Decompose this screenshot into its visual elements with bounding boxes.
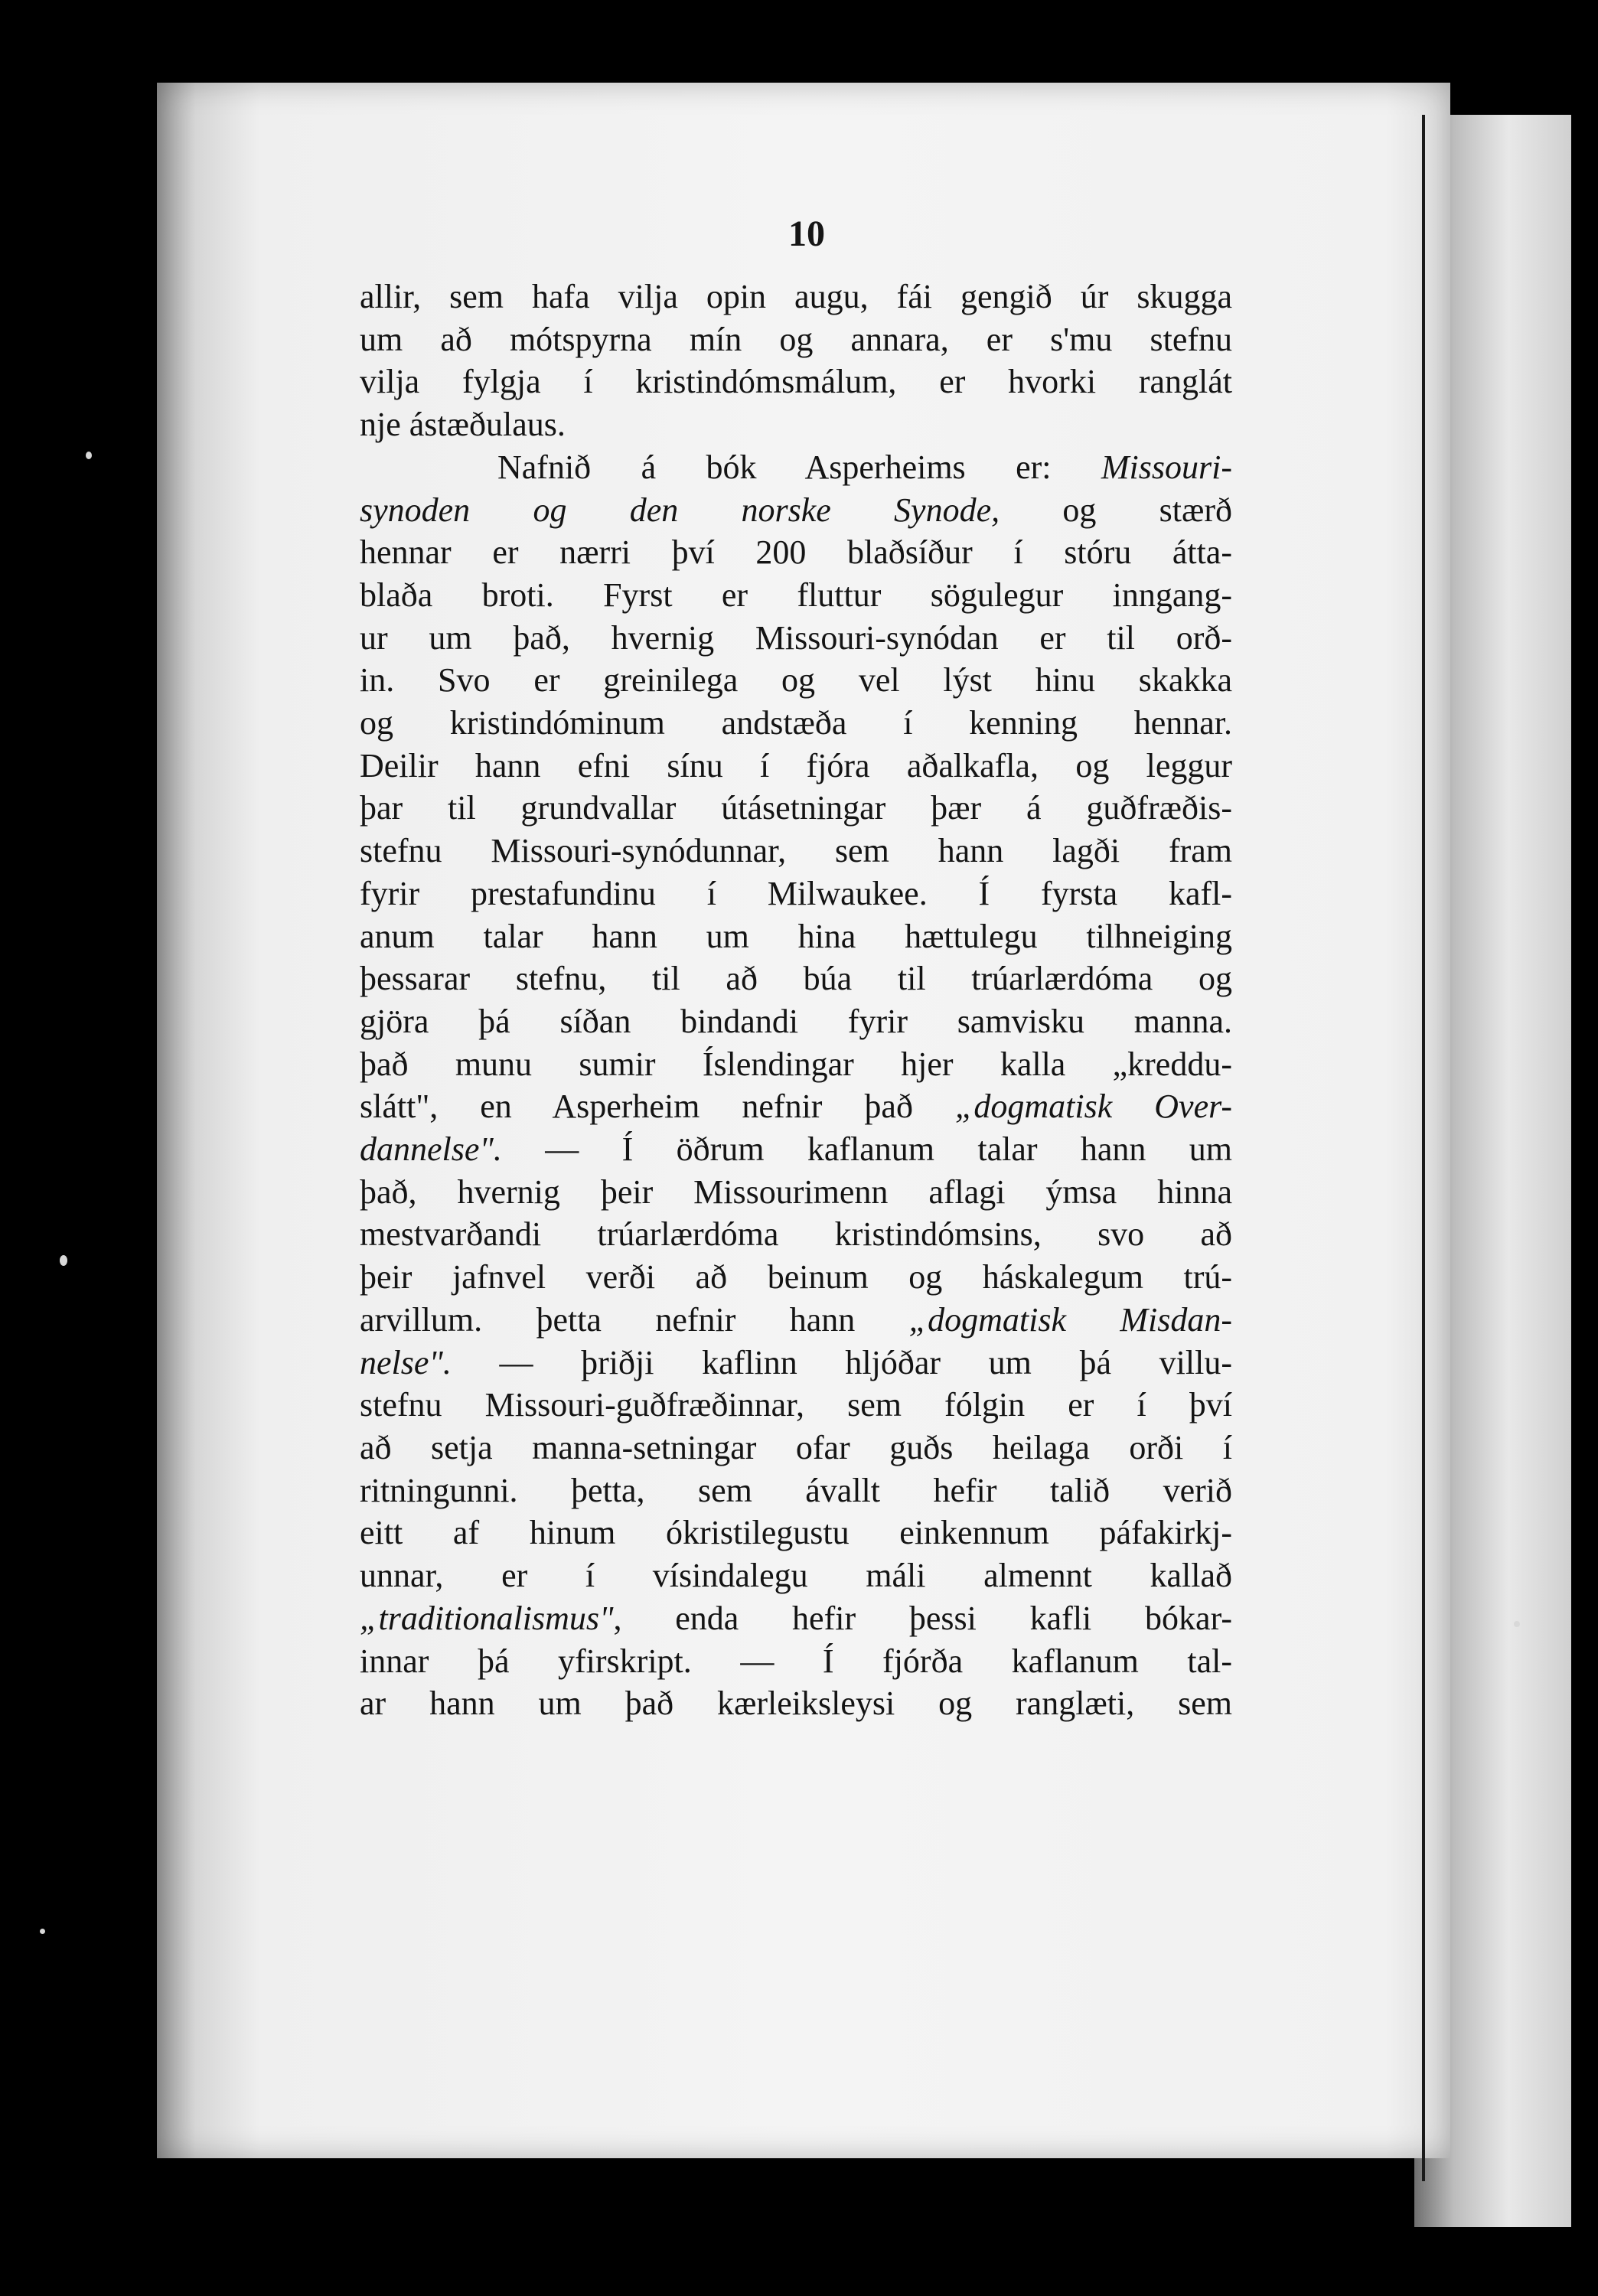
- text-line: Deilir hann efni sínu í fjóra aðalkafla, og leggur: [360, 746, 1232, 784]
- text-line: nelse". — þriðji kaflinn hljóðar um þá villu-: [360, 1343, 1232, 1381]
- text-line: það, hvernig þeir Missourimenn aflagi ýmsa hinna: [360, 1172, 1232, 1211]
- text-line: stefnu Missouri-synódunnar, sem hann lagði fram: [360, 832, 1232, 870]
- text-line: synoden og den norske Synode, og stærð: [360, 491, 1232, 529]
- text-line: þar til grundvallar útásetningar þær á guðfræðis-: [360, 789, 1232, 827]
- text-line: mestvarðandi trúarlærdóma kristindómsins, svo að: [360, 1215, 1232, 1254]
- text-line: vilja fylgja í kristindómsmálum, er hvorki ranglát: [360, 363, 1232, 401]
- text-line: anum talar hann um hina hættulegu tilhneiging: [360, 917, 1232, 955]
- text-line: Nafnið á bók Asperheims er: Missouri-: [497, 448, 1232, 486]
- text-line: dannelse". — Í öðrum kaflanum talar hann um: [360, 1130, 1232, 1169]
- scan-speck: [60, 1255, 67, 1266]
- text-line: gjöra þá síðan bindandi fyrir samvisku manna.: [360, 1002, 1232, 1040]
- scan-speck: [40, 1929, 45, 1934]
- text-line: ritningunni. þetta, sem ávallt hefir talið verið: [360, 1471, 1232, 1509]
- scan-speck: [1514, 1621, 1520, 1627]
- text-line: slátt", en Asperheim nefnir það „dogmatisk Over-: [360, 1088, 1232, 1126]
- text-line: um að mótspyrna mín og annara, er s'mu stefnu: [360, 320, 1232, 358]
- text-line: fyrir prestafundinu í Milwaukee. Í fyrsta kafl-: [360, 874, 1232, 912]
- text-line: það munu sumir Íslendingar hjer kalla „kreddu-: [360, 1045, 1232, 1083]
- text-line: þeir jafnvel verði að beinum og háskalegum trú-: [360, 1258, 1232, 1296]
- text-line: og kristindóminum andstæða í kenning hennar.: [360, 704, 1232, 742]
- text-line: unnar, er í vísindalegu máli almennt kallað: [360, 1557, 1232, 1595]
- text-line: allir, sem hafa vilja opin augu, fái gengið úr skugga: [360, 278, 1232, 315]
- text-line: ur um það, hvernig Missouri-synódan er til orð-: [360, 618, 1232, 657]
- text-line: nje ástæðulaus.: [360, 406, 566, 444]
- text-line: arvillum. þetta nefnir hann „dogmatisk Misdan-: [360, 1300, 1233, 1339]
- text-line: innar þá yfirskript. — Í fjórða kaflanum tal-: [360, 1642, 1232, 1680]
- page-number: 10: [788, 214, 825, 254]
- text-line: þessarar stefnu, til að búa til trúarlærdóma og: [360, 960, 1232, 998]
- page-edge-line: [1422, 115, 1425, 2181]
- scan-speck: [86, 452, 92, 459]
- text-line: ar hann um það kærleiksleysi og ranglæti, sem: [360, 1684, 1232, 1723]
- text-line: stefnu Missouri-guðfræðinnar, sem fólgin er í því: [360, 1386, 1232, 1424]
- text-line: hennar er nærri því 200 blaðsíður í stóru átta-: [360, 533, 1232, 572]
- text-line: „traditionalismus", enda hefir þessi kafli bókar-: [360, 1599, 1232, 1637]
- text-line: að setja manna-setningar ofar guðs heilaga orði í: [360, 1428, 1232, 1466]
- text-line: blaða broti. Fyrst er fluttur sögulegur inngang-: [360, 576, 1232, 614]
- text-line: eitt af hinum ókristilegustu einkennum páfakirkj-: [360, 1514, 1232, 1552]
- body-text: [360, 276, 1232, 1725]
- text-line: in. Svo er greinilega og vel lýst hinu skakka: [360, 661, 1232, 700]
